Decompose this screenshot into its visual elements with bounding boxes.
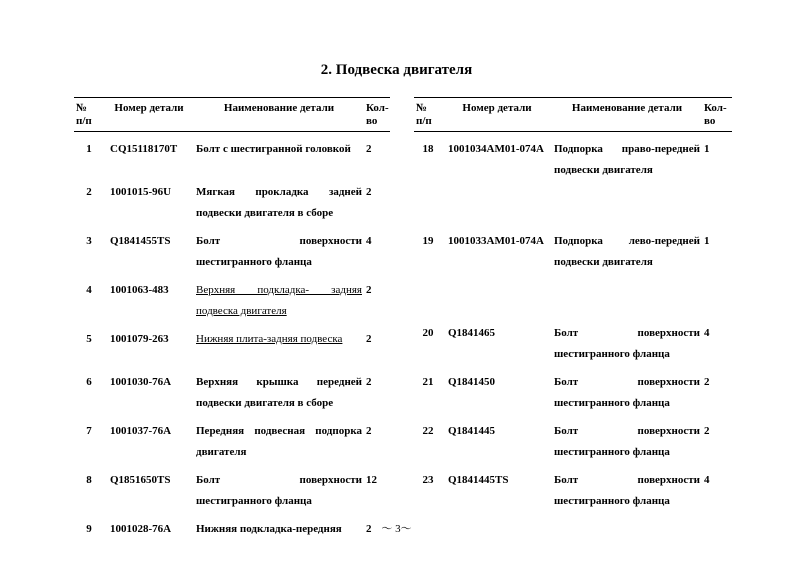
header-number: № п/п	[74, 98, 104, 132]
part-name: Болт поверхности шестигранного фланца	[554, 376, 700, 409]
part-quantity: 1	[704, 143, 710, 155]
part-name: Болт поверхности шестигранного фланца	[554, 474, 700, 507]
part-code: 1001037-76A	[110, 424, 172, 437]
table-row	[74, 414, 390, 463]
part-quantity: 4	[704, 474, 710, 486]
part-code: 1001034AM01-074A	[448, 143, 544, 155]
row-number: 23	[422, 474, 434, 486]
table-row	[74, 463, 390, 512]
part-quantity: 2	[704, 376, 710, 388]
part-name: Мягкая прокладка задней подвески двигателя в сборе	[196, 185, 362, 219]
part-name: Нижняя плита-задняя подвеска	[196, 332, 343, 345]
part-code: 1001015-96U	[110, 185, 172, 198]
table-row	[414, 224, 732, 273]
part-name: Болт с шестигранной головкой	[196, 143, 351, 155]
part-quantity: 2	[366, 143, 372, 155]
part-name: Верхняя крышка передней подвески двигателя в сборе	[196, 375, 362, 409]
table-header-row	[414, 98, 732, 132]
part-quantity: 2	[366, 332, 372, 345]
part-code: Q1841445	[448, 425, 496, 437]
page-title: 2. Подвеска двигателя	[320, 62, 473, 78]
table-row	[74, 273, 390, 322]
row-number: 4	[86, 283, 92, 296]
part-quantity: 2	[366, 375, 372, 388]
part-code: 1001030-76A	[110, 375, 172, 388]
part-quantity: 4	[704, 327, 710, 339]
table-row	[414, 414, 732, 463]
part-name: Подпорка право-передней подвески двигателя	[554, 143, 700, 176]
part-name: Нижняя подкладка-передняя	[196, 522, 342, 535]
part-name: Болт поверхности шестигранного фланца	[196, 473, 362, 507]
table-header-row	[74, 98, 390, 132]
part-code: Q1841445TS	[448, 474, 509, 486]
table-row-empty	[414, 273, 732, 316]
table-row	[74, 132, 390, 175]
header-part-code: Номер детали	[104, 98, 194, 132]
table-row	[74, 322, 390, 365]
part-code: Q1851650TS	[110, 473, 171, 486]
header-number: № п/п	[414, 98, 442, 132]
row-number: 20	[422, 327, 434, 339]
row-number: 19	[422, 235, 434, 247]
part-code: Q1841465	[448, 327, 496, 339]
header-part-code: Номер детали	[442, 98, 552, 132]
parts-table-right	[414, 97, 732, 512]
part-code: Q1841450	[448, 376, 496, 388]
row-number: 22	[422, 425, 434, 437]
row-number: 3	[86, 234, 92, 247]
part-quantity: 4	[366, 234, 372, 247]
part-quantity: 2	[366, 522, 372, 535]
header-part-name: Наименование детали	[194, 98, 364, 132]
part-quantity: 2	[366, 283, 372, 296]
part-name: Передняя подвесная подпорка двигателя	[196, 424, 362, 458]
table-row	[414, 316, 732, 365]
part-code: CQ15118170T	[110, 143, 178, 155]
part-code: 1001079-263	[110, 332, 169, 345]
page-number: ～ 3～	[381, 523, 412, 535]
table-row	[414, 132, 732, 182]
table-row	[414, 463, 732, 512]
part-code: 1001033AM01-074A	[448, 235, 544, 247]
parts-table-left	[74, 97, 390, 555]
row-number: 7	[86, 424, 92, 437]
part-code: 1001028-76A	[110, 522, 172, 535]
part-quantity: 2	[366, 185, 372, 198]
part-quantity: 12	[366, 473, 377, 486]
part-name: Болт поверхности шестигранного фланца	[196, 234, 362, 268]
part-name: Болт поверхности шестигранного фланца	[554, 327, 700, 360]
table-row	[414, 365, 732, 414]
part-name: Верхняя подкладка- задняя подвеска двигателя	[196, 283, 362, 317]
part-quantity: 1	[704, 235, 710, 247]
row-number: 1	[86, 143, 92, 155]
header-quantity: Кол- во	[702, 98, 732, 132]
header-part-name: Наименование детали	[552, 98, 702, 132]
table-row	[74, 224, 390, 273]
row-number: 8	[86, 473, 92, 486]
part-quantity: 2	[704, 425, 710, 437]
row-number: 9	[86, 522, 92, 535]
table-row	[74, 175, 390, 224]
row-number: 5	[86, 332, 92, 345]
row-number: 6	[86, 375, 92, 388]
table-row-empty	[414, 181, 732, 224]
part-name: Болт поверхности шестигранного фланца	[554, 425, 700, 458]
part-code: 1001063-483	[110, 283, 169, 296]
table-row	[74, 365, 390, 414]
part-quantity: 2	[366, 424, 372, 437]
row-number: 2	[86, 185, 92, 198]
part-code: Q1841455TS	[110, 234, 171, 247]
row-number: 18	[422, 143, 434, 155]
row-number: 21	[422, 376, 434, 388]
header-quantity: Кол- во	[364, 98, 390, 132]
part-name: Подпорка лево-передней подвески двигателя	[554, 235, 700, 268]
